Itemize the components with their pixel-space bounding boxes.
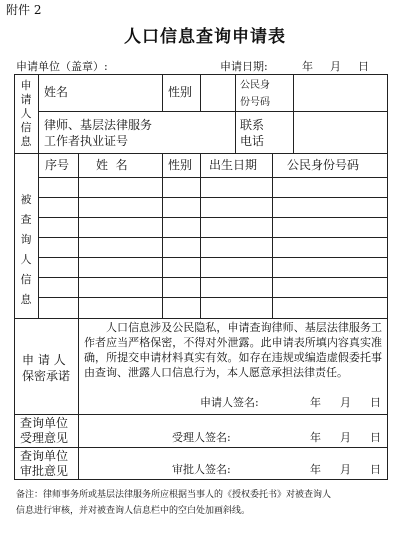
column-header-serial: 序号 [45, 158, 70, 172]
license-number-label: 律师、基层法律服务 工作者执业证号 [44, 118, 153, 148]
review-signature-field[interactable] [240, 428, 304, 444]
subject-rows [39, 178, 387, 318]
attachment-label: 附件 2 [6, 3, 42, 17]
contact-phone-field[interactable] [296, 114, 385, 151]
approval-signature-field[interactable] [240, 460, 304, 476]
applicant-signature-field[interactable] [265, 394, 305, 410]
table-row[interactable] [39, 278, 387, 298]
contact-phone-label: 联系 电话 [240, 118, 265, 148]
signature-year: 年 [310, 396, 321, 409]
applicant-gender-label: 性别 [168, 85, 193, 99]
approval-day: 日 [370, 463, 381, 476]
approval-signature-label: 审批人签名: [172, 463, 231, 476]
promise-text: 人口信息涉及公民隐私，申请查询律师、基层法律服务工作者应当严格保密，不得对外泄露。此申请表所填内容真实准确，所提交申请材料真实有效。如存在违规或编造虚假委托事由查询、泄露人口信息行为，本人愿意承担法律责任。 [84, 321, 382, 379]
applicant-name-label: 姓名 [44, 85, 69, 99]
column-header-gender: 性别 [168, 158, 193, 172]
promise-label: 申 请 人 保密承诺 [22, 353, 71, 383]
applicant-id-field[interactable] [296, 76, 385, 109]
review-signature-label: 受理人签名: [172, 431, 231, 444]
approval-label: 查询单位 审批意见 [20, 449, 69, 478]
date-month: 月 [330, 60, 341, 73]
table-row[interactable] [39, 198, 387, 218]
signature-day: 日 [370, 396, 381, 409]
applicant-section-label: 申 请 人 信 息 [20, 79, 32, 148]
signature-month: 月 [340, 396, 351, 409]
column-header-id-number: 公民身份号码 [287, 158, 360, 172]
apply-date-label: 申请日期: [220, 60, 268, 73]
subject-section-label: 被 查 询 人 信 息 [20, 193, 32, 306]
date-day: 日 [358, 60, 369, 73]
review-month: 月 [340, 431, 351, 444]
date-year: 年 [302, 60, 313, 73]
license-number-field[interactable] [166, 114, 233, 151]
applicant-signature-label: 申请人签名: [200, 396, 259, 409]
review-year: 年 [310, 431, 321, 444]
column-header-name: 姓 名 [96, 158, 128, 172]
column-header-birthdate: 出生日期 [209, 158, 258, 172]
applicant-unit-label: 申请单位（盖章）: [16, 60, 108, 73]
applicant-id-label: 公民身 份号码 [240, 80, 270, 108]
table-row[interactable] [39, 218, 387, 238]
review-day: 日 [370, 431, 381, 444]
footnote: 备注：律师事务所或基层法律服务所应根据当事人的《授权委托书》对被查询人 信息进行审核，并对被查询人信息栏中的空白处加画斜线。 [16, 490, 332, 516]
table-row[interactable] [39, 178, 387, 198]
applicant-name-field[interactable] [76, 80, 160, 108]
page-title: 人口信息查询申请表 [124, 27, 286, 47]
approval-month: 月 [340, 463, 351, 476]
review-label: 查询单位 受理意见 [20, 416, 69, 445]
applicant-gender-field[interactable] [202, 80, 233, 108]
table-row[interactable] [39, 238, 387, 258]
approval-year: 年 [310, 463, 321, 476]
table-row[interactable] [39, 258, 387, 278]
table-row[interactable] [39, 298, 387, 318]
